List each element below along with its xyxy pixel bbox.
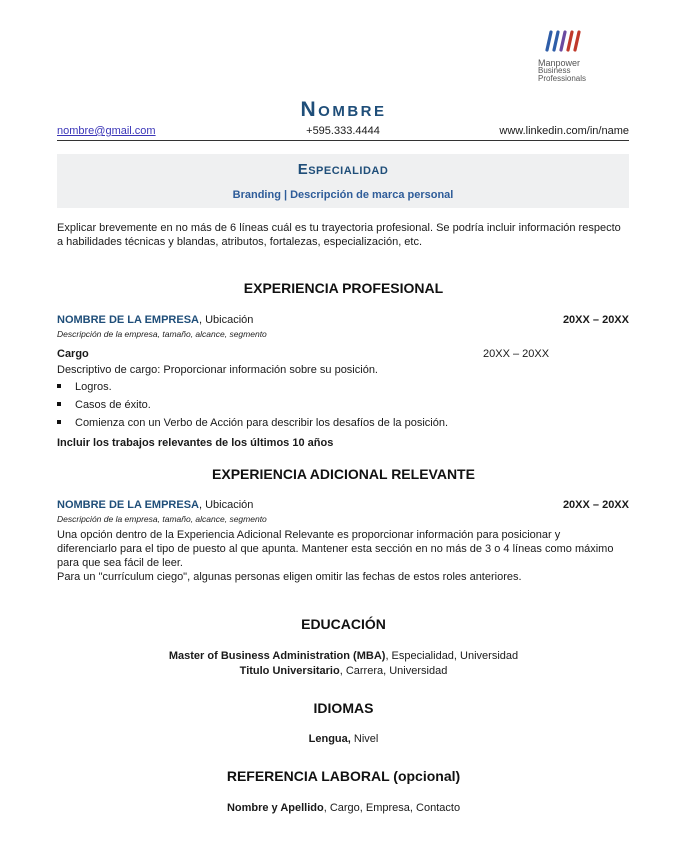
additional-description xyxy=(57,528,637,584)
additional-line: Para un "currículum ciego", algunas personas eligen omitir las fechas de estos roles anteriores. xyxy=(57,571,522,583)
language-name: Lengua, xyxy=(308,733,351,745)
degree-1-name: Master of Business Administration (MBA) xyxy=(168,650,386,662)
bullet-item: Comienza con un Verbo de Acción para describir los desafíos de la posición. xyxy=(57,417,448,429)
education-degree-2 xyxy=(0,665,687,677)
phone-number: +595.333.4444 xyxy=(306,125,380,137)
reference-details: , Cargo, Empresa, Contacto xyxy=(323,802,461,814)
section-title-additional: EXPERIENCIA ADICIONAL RELEVANTE xyxy=(212,466,475,482)
summary-line-2: a habilidades técnicas y blandas, atributos, fortalezas, especialización, etc. xyxy=(57,236,423,248)
bullet-icon xyxy=(57,420,61,424)
profile-summary xyxy=(57,221,637,249)
additional-company-desc: Descripción de la empresa, tamaño, alcance, segmento xyxy=(57,514,267,524)
experience-location: , Ubicación xyxy=(199,314,254,326)
experience-company-name: NOMBRE DE LA EMPRESA xyxy=(57,314,199,326)
section-title-education: EDUCACIÓN xyxy=(301,616,386,632)
linkedin-url: www.linkedin.com/in/name xyxy=(499,125,629,137)
role-dates: 20XX – 20XX xyxy=(483,348,550,360)
degree-2-details: , Carrera, Universidad xyxy=(339,665,448,677)
additional-line: Una opción dentro de la Experiencia Adicional Relevante es proporcionar información para posicionar y xyxy=(57,529,561,541)
experience-company-row xyxy=(57,314,629,328)
logo-stripes-icon xyxy=(538,28,586,52)
contact-row xyxy=(57,125,629,141)
additional-company-row xyxy=(57,499,629,513)
experience-note: Incluir los trabajos relevantes de los últimos 10 años xyxy=(57,437,334,449)
section-title-experience: EXPERIENCIA PROFESIONAL xyxy=(243,280,444,296)
reference-item xyxy=(0,802,687,814)
role-description: Descriptivo de cargo: Proporcionar información sobre su posición. xyxy=(57,364,378,376)
degree-1-details: , Especialidad, Universidad xyxy=(385,650,519,662)
section-title-languages: IDIOMAS xyxy=(313,700,374,716)
role-row xyxy=(57,348,629,362)
reference-name: Nombre y Apellido xyxy=(226,802,324,814)
section-title-reference: REFERENCIA LABORAL (opcional) xyxy=(226,768,461,784)
manpower-logo xyxy=(538,28,608,88)
experience-company-desc: Descripción de la empresa, tamaño, alcance, segmento xyxy=(57,329,267,339)
bullet-icon xyxy=(57,384,61,388)
summary-line-1: Explicar brevemente en no más de 6 líneas cuál es tu trayectoria profesional. Se podría incluir información respecto xyxy=(57,222,621,234)
language-level: Nivel xyxy=(350,733,379,745)
degree-2-name: Titulo Universitario xyxy=(239,665,340,677)
additional-line: diferenciarlo para el tipo de puesto al que apunta. Mantener esta sección en no más de 3 o 4 líneas como máximo xyxy=(57,543,614,555)
logo-line-1: Manpower xyxy=(538,58,581,68)
bullet-item: Logros. xyxy=(57,381,112,393)
specialty-title: Especialidad xyxy=(297,161,389,178)
role-title: Cargo xyxy=(57,348,89,360)
email-link[interactable]: nombre@gmail.com xyxy=(57,125,156,137)
logo-line-3: Professionals xyxy=(538,74,587,83)
logo-line-2: Business xyxy=(538,66,571,75)
language-item xyxy=(0,733,687,745)
additional-line: para que sea fácil de leer. xyxy=(57,557,183,569)
additional-dates: 20XX – 20XX xyxy=(562,499,629,511)
education-degree-1 xyxy=(0,650,687,662)
specialty-subtitle: Branding | Descripción de marca personal xyxy=(232,189,454,201)
bullet-icon xyxy=(57,402,61,406)
experience-dates: 20XX – 20XX xyxy=(562,314,629,326)
candidate-name: Nombre xyxy=(300,98,387,121)
additional-company-name: NOMBRE DE LA EMPRESA xyxy=(57,499,199,511)
bullet-item: Casos de éxito. xyxy=(57,399,151,411)
additional-location: , Ubicación xyxy=(199,499,254,511)
specialty-band xyxy=(57,154,629,208)
